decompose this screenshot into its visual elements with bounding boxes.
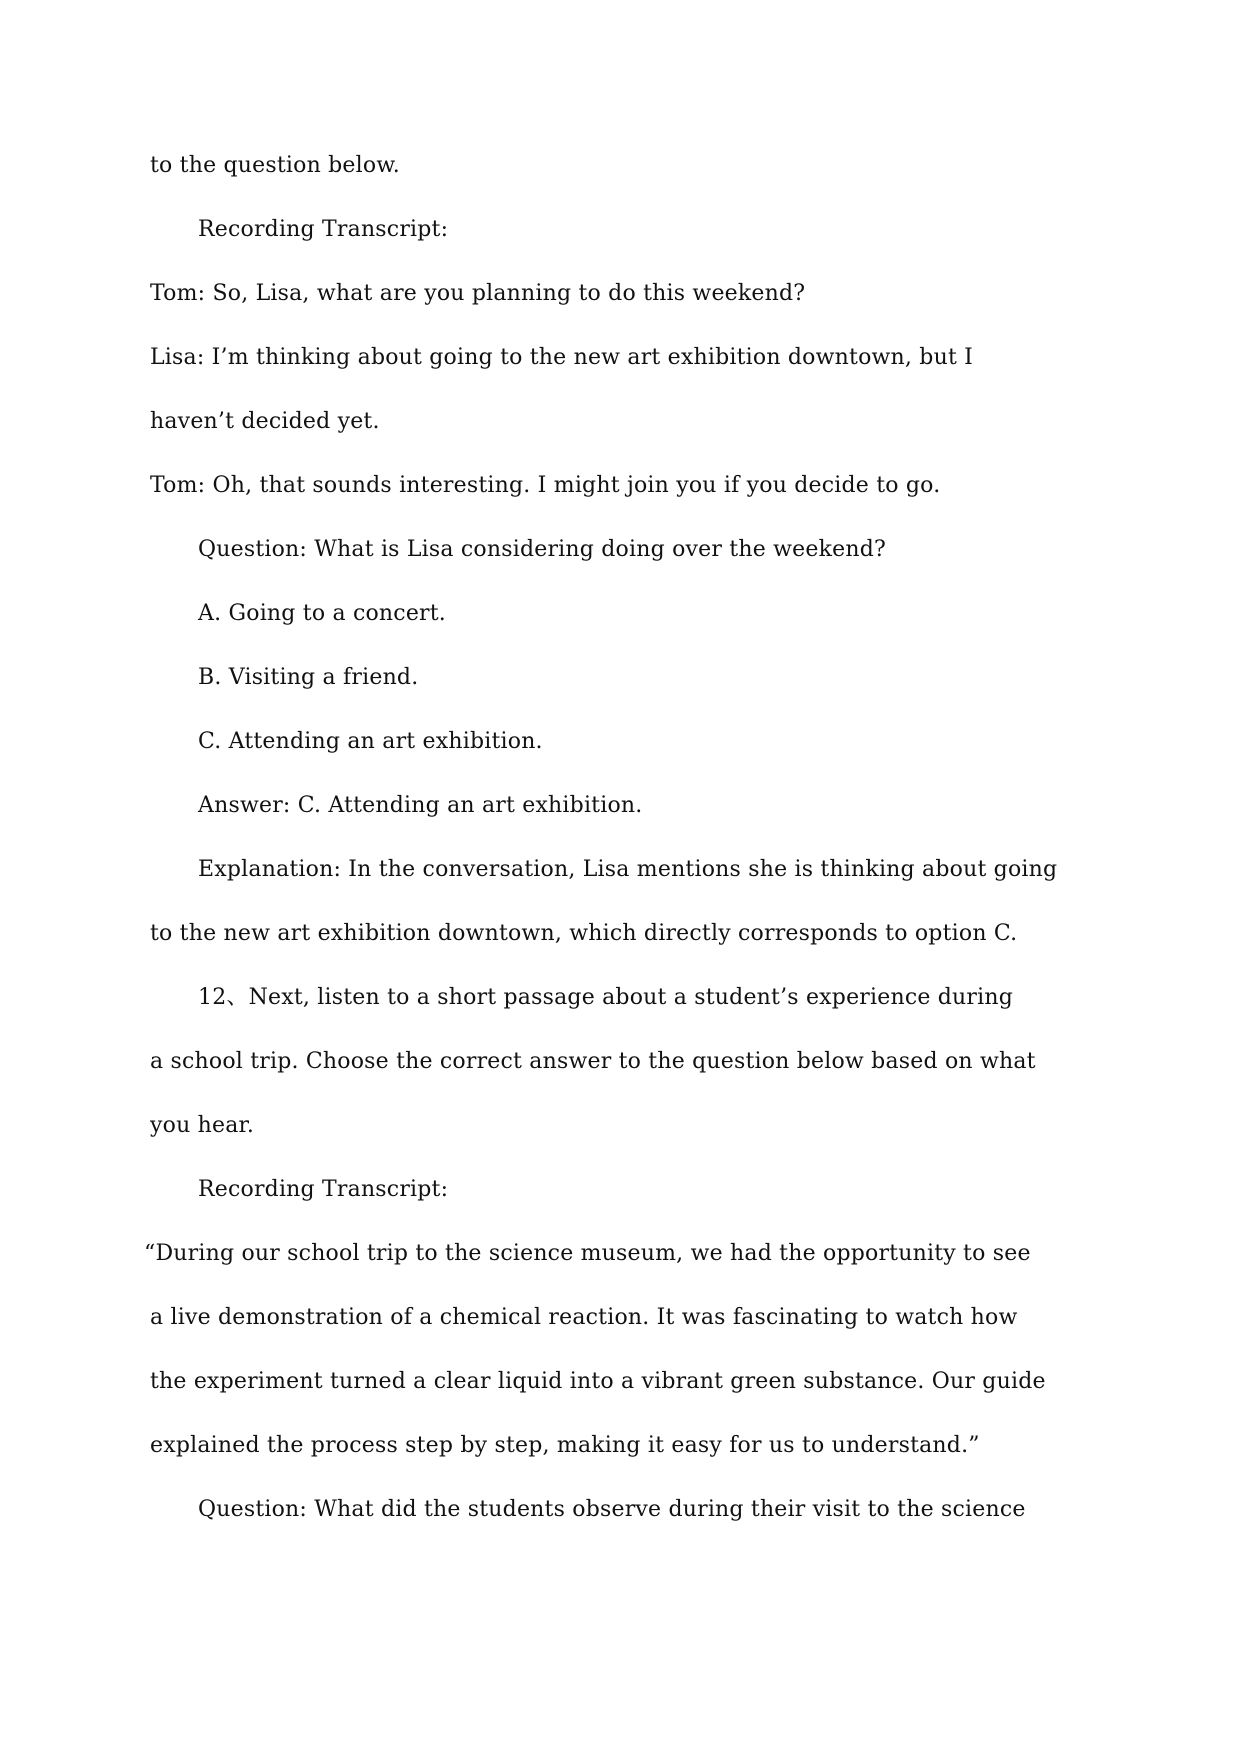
transcript-line: the experiment turned a clear liquid into a vibrant green substance. Our guide [150, 1369, 1046, 1394]
question-intro: you hear. [150, 1113, 255, 1138]
question-text: Question: What is Lisa considering doing over the weekend? [198, 537, 886, 562]
answer-text: Answer: C. Attending an art exhibition. [198, 793, 643, 818]
transcript-line: explained the process step by step, making it easy for us to understand.” [150, 1433, 980, 1458]
option-c: C. Attending an art exhibition. [198, 729, 543, 754]
option-a: A. Going to a concert. [198, 601, 446, 626]
explanation-text: Explanation: In the conversation, Lisa mentions she is thinking about going [198, 857, 1058, 882]
section-heading: Recording Transcript: [198, 1177, 449, 1202]
transcript-line: a live demonstration of a chemical reaction. It was fascinating to watch how [150, 1305, 1018, 1330]
option-b: B. Visiting a friend. [198, 665, 419, 690]
question-intro: a school trip. Choose the correct answer to the question below based on what [150, 1049, 1036, 1074]
dialogue-line: haven’t decided yet. [150, 409, 380, 434]
dialogue-line: Tom: So, Lisa, what are you planning to do this weekend? [150, 281, 806, 306]
explanation-text: to the new art exhibition downtown, which directly corresponds to option C. [150, 921, 1018, 946]
dialogue-line: Lisa: I’m thinking about going to the new art exhibition downtown, but I [150, 345, 974, 370]
text-line: to the question below. [150, 153, 400, 178]
question-text: Question: What did the students observe during their visit to the science [198, 1497, 1026, 1522]
transcript-line: “During our school trip to the science museum, we had the opportunity to see [144, 1241, 1031, 1266]
dialogue-line: Tom: Oh, that sounds interesting. I might join you if you decide to go. [150, 473, 941, 498]
question-intro: 12、Next, listen to a short passage about a student’s experience during [198, 985, 1014, 1010]
section-heading: Recording Transcript: [198, 217, 449, 242]
